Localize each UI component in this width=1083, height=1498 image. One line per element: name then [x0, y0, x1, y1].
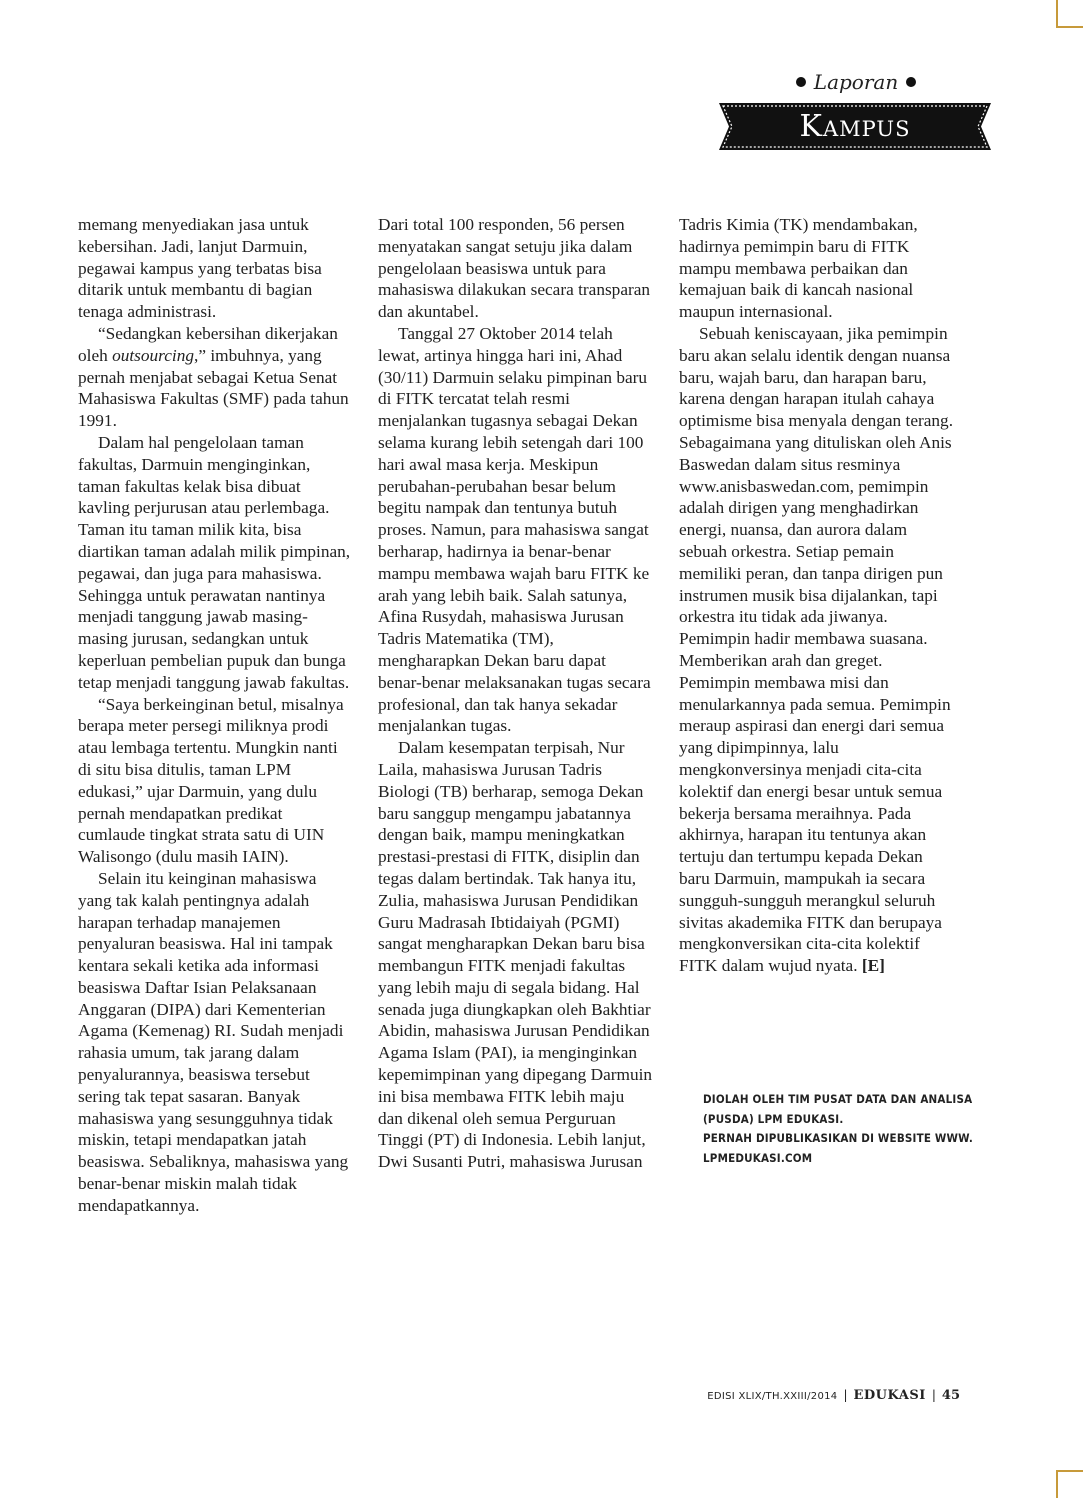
bullet-dot-icon: [906, 77, 916, 87]
magazine-name: EDUKASI: [853, 1388, 926, 1403]
section-banner: [719, 103, 991, 150]
article-column-2: [378, 214, 653, 1173]
end-mark: [E]: [861, 956, 885, 976]
paragraph: “Saya berkeinginan betul, misalnya berapa meter persegi miliknya prodi atau lembaga tertentu. Mungkin nanti di situ bisa ditulis, taman LPM edukasi,” ujar Darmuin, yang dulu pernah mendapatkan predikat cumlaude tingkat strata satu di UIN Walisongo (dulu masih IAIN).: [78, 694, 344, 867]
article-column-1: [78, 214, 353, 1217]
paragraph: Tanggal 27 Oktober 2014 telah lewat, artinya hingga hari ini, Ahad (30/11) Darmuin selaku pimpinan baru di FITK tercatat telah resmi menjalankan tugasnya sebagai Dekan selama kurang lebih setengah dari 100 hari awal masa kerja. Meskipun perubahan-perubahan besar belum begitu nampak dan tentunya butuh proses. Namun, para mahasiswa sangat berharap, hadirnya ia benar-benar mampu membawa wajah baru FITK ke arah yang lebih baik. Salah satunya, Afina Rusydah, mahasiswa Jurusan Tadris Matematika (TM), mengharapkan Dekan baru dapat benar-benar melaksanakan tugas secara profesional, dan tak hanya sekadar menjalankan tugas.: [378, 323, 651, 736]
article-column-3: [679, 214, 957, 977]
italic-term: outsourcing: [112, 345, 195, 365]
section-label: [796, 70, 916, 94]
paragraph: Selain itu keinginan mahasiswa yang tak kalah pentingnya adalah harapan terhadap manajemen penyaluran beasiswa. Hal ini tampak kentara sekali ketika ada informasi beasiswa Daftar Isian Pelaksanaan Anggaran (DIPA) dari Kementerian Agama (Kemenag) RI. Sudah menjadi rahasia umum, tak jarang dalam penyalurannya, beasiswa tersebut sering tak tepat sasaran. Banyak mahasiswa yang sesungguhnya tidak miskin, tetapi mendapatkan jatah beasiswa. Sebaliknya, mahasiswa yang benar-benar miskin malah tidak mendapatkannya.: [78, 868, 349, 1215]
bullet-dot-icon: [796, 77, 806, 87]
section-title: Kampus: [799, 109, 911, 144]
credit-line: LPMEDUKASI.COM: [703, 1150, 813, 1165]
footer-separator: |: [931, 1388, 936, 1402]
page-footer: [700, 1388, 960, 1403]
paragraph: Sebuah keniscayaan, jika pemimpin baru akan selalu identik dengan nuansa baru, wajah baru, dan harapan baru, karena dengan harapan itulah cahaya optimisme bisa menyala dengan terang. Sebagaimana yang dituliskan oleh Anis Baswedan dalam situs resminya www.anisbaswedan.com, pemimpin adalah dirigen yang menghadirkan energi, nuansa, dan aurora dalam sebuah orkestra. Setiap pemain memiliki peran, dan tanpa dirigen pun instrumen musik bisa dijalankan, tapi orkestra itu tidak ada jiwanya. Pemimpin hadir membawa suasana. Memberikan arah dan greget. Pemimpin membawa misi dan menularkannya pada semua. Pemimpin meraup aspirasi dan energi dari semua yang dipimpinnya, lalu mengkonversinya menjadi cita-cita kolektif dan energi besar untuk semua bekerja bersama meraihnya. Pada akhirnya, harapan itu tentunya akan tertuju dan tertumpu kepada Dekan baru Darmuin, mampukah ia secara sungguh-sungguh merangkul seluruh sivitas akademika FITK dan berupaya mengkonversikan cita-cita kolektif FITK dalam wujud nyata. [E]: [679, 323, 954, 976]
credit-line: (PUSDA) LPM EDUKASI.: [703, 1111, 844, 1126]
footer-separator: |: [843, 1388, 848, 1402]
paragraph: memang menyediakan jasa untuk kebersihan. Jadi, lanjut Darmuin, pegawai kampus yang terbatas bisa ditarik untuk membantu di bagian tenaga administrasi.: [78, 215, 322, 322]
paragraph: Dalam kesempatan terpisah, Nur Laila, mahasiswa Jurusan Tadris Biologi (TB) berharap, semoga Dekan baru sanggup mengampu jabatannya dengan baik, mampu meningkatkan prestasi-prestasi di FITK, disiplin dan tegas dalam bertindak. Tak hanya itu, Zulia, mahasiswa Jurusan Pendidikan Guru Madrasah Ibtidaiyah (PGMI) sangat mengharapkan Dekan baru bisa membangun FITK menjadi fakultas yang lebih maju di segala bidang. Hal senada juga diungkapkan oleh Bakhtiar Abidin, mahasiswa Jurusan Pendidikan Agama Islam (PAI), ia menginginkan kepemimpinan yang dipegang Darmuin ini bisa membawa FITK lebih maju dan dikenal oleh semua Perguruan Tinggi (PT) di Indonesia. Lebih lanjut, Dwi Susanti Putri, mahasiswa Jurusan: [378, 738, 653, 1172]
paragraph: Dalam hal pengelolaan taman fakultas, Darmuin menginginkan, taman fakultas kelak bisa dibuat kavling perjurusan atau perlembaga. Taman itu taman milik kita, bisa diartikan taman adalah milik pimpinan, pegawai, dan juga para mahasiswa. Sehingga untuk perawatan nantinya menjadi tanggung jawab masing-masing jurusan, sedangkan untuk keperluan pembelian pupuk dan bunga tetap menjadi tanggung jawab fakultas.: [78, 432, 351, 692]
credit-line: PERNAH DIPUBLIKASIKAN DI WEBSITE WWW.: [703, 1131, 973, 1145]
section-label-text: Laporan: [813, 70, 899, 94]
paragraph: Tadris Kimia (TK) mendambakan, hadirnya pemimpin baru di FITK mampu membawa perbaikan dan kemajuan baik di kancah nasional maupun internasional.: [679, 215, 918, 322]
crop-mark-top-right: [1056, 0, 1083, 28]
crop-mark-bottom-right: [1056, 1470, 1083, 1498]
source-credit: [703, 1090, 973, 1168]
credit-line: DIOLAH OLEH TIM PUSAT DATA DAN ANALISA: [703, 1092, 973, 1106]
paragraph: “Sedangkan kebersihan dikerjakan oleh outsourcing,” imbuhnya, yang pernah menjabat sebagai Ketua Senat Mahasiswa Fakultas (SMF) pada tahun 1991.: [78, 323, 349, 431]
issue-info: EDISI XLIX/TH.XXIII/2014: [707, 1391, 838, 1402]
page-number: 45: [941, 1388, 960, 1403]
paragraph: Dari total 100 responden, 56 persen menyatakan sangat setuju jika dalam pengelolaan beasiswa untuk para mahasiswa dilakukan secara transparan dan akuntabel.: [378, 215, 651, 322]
